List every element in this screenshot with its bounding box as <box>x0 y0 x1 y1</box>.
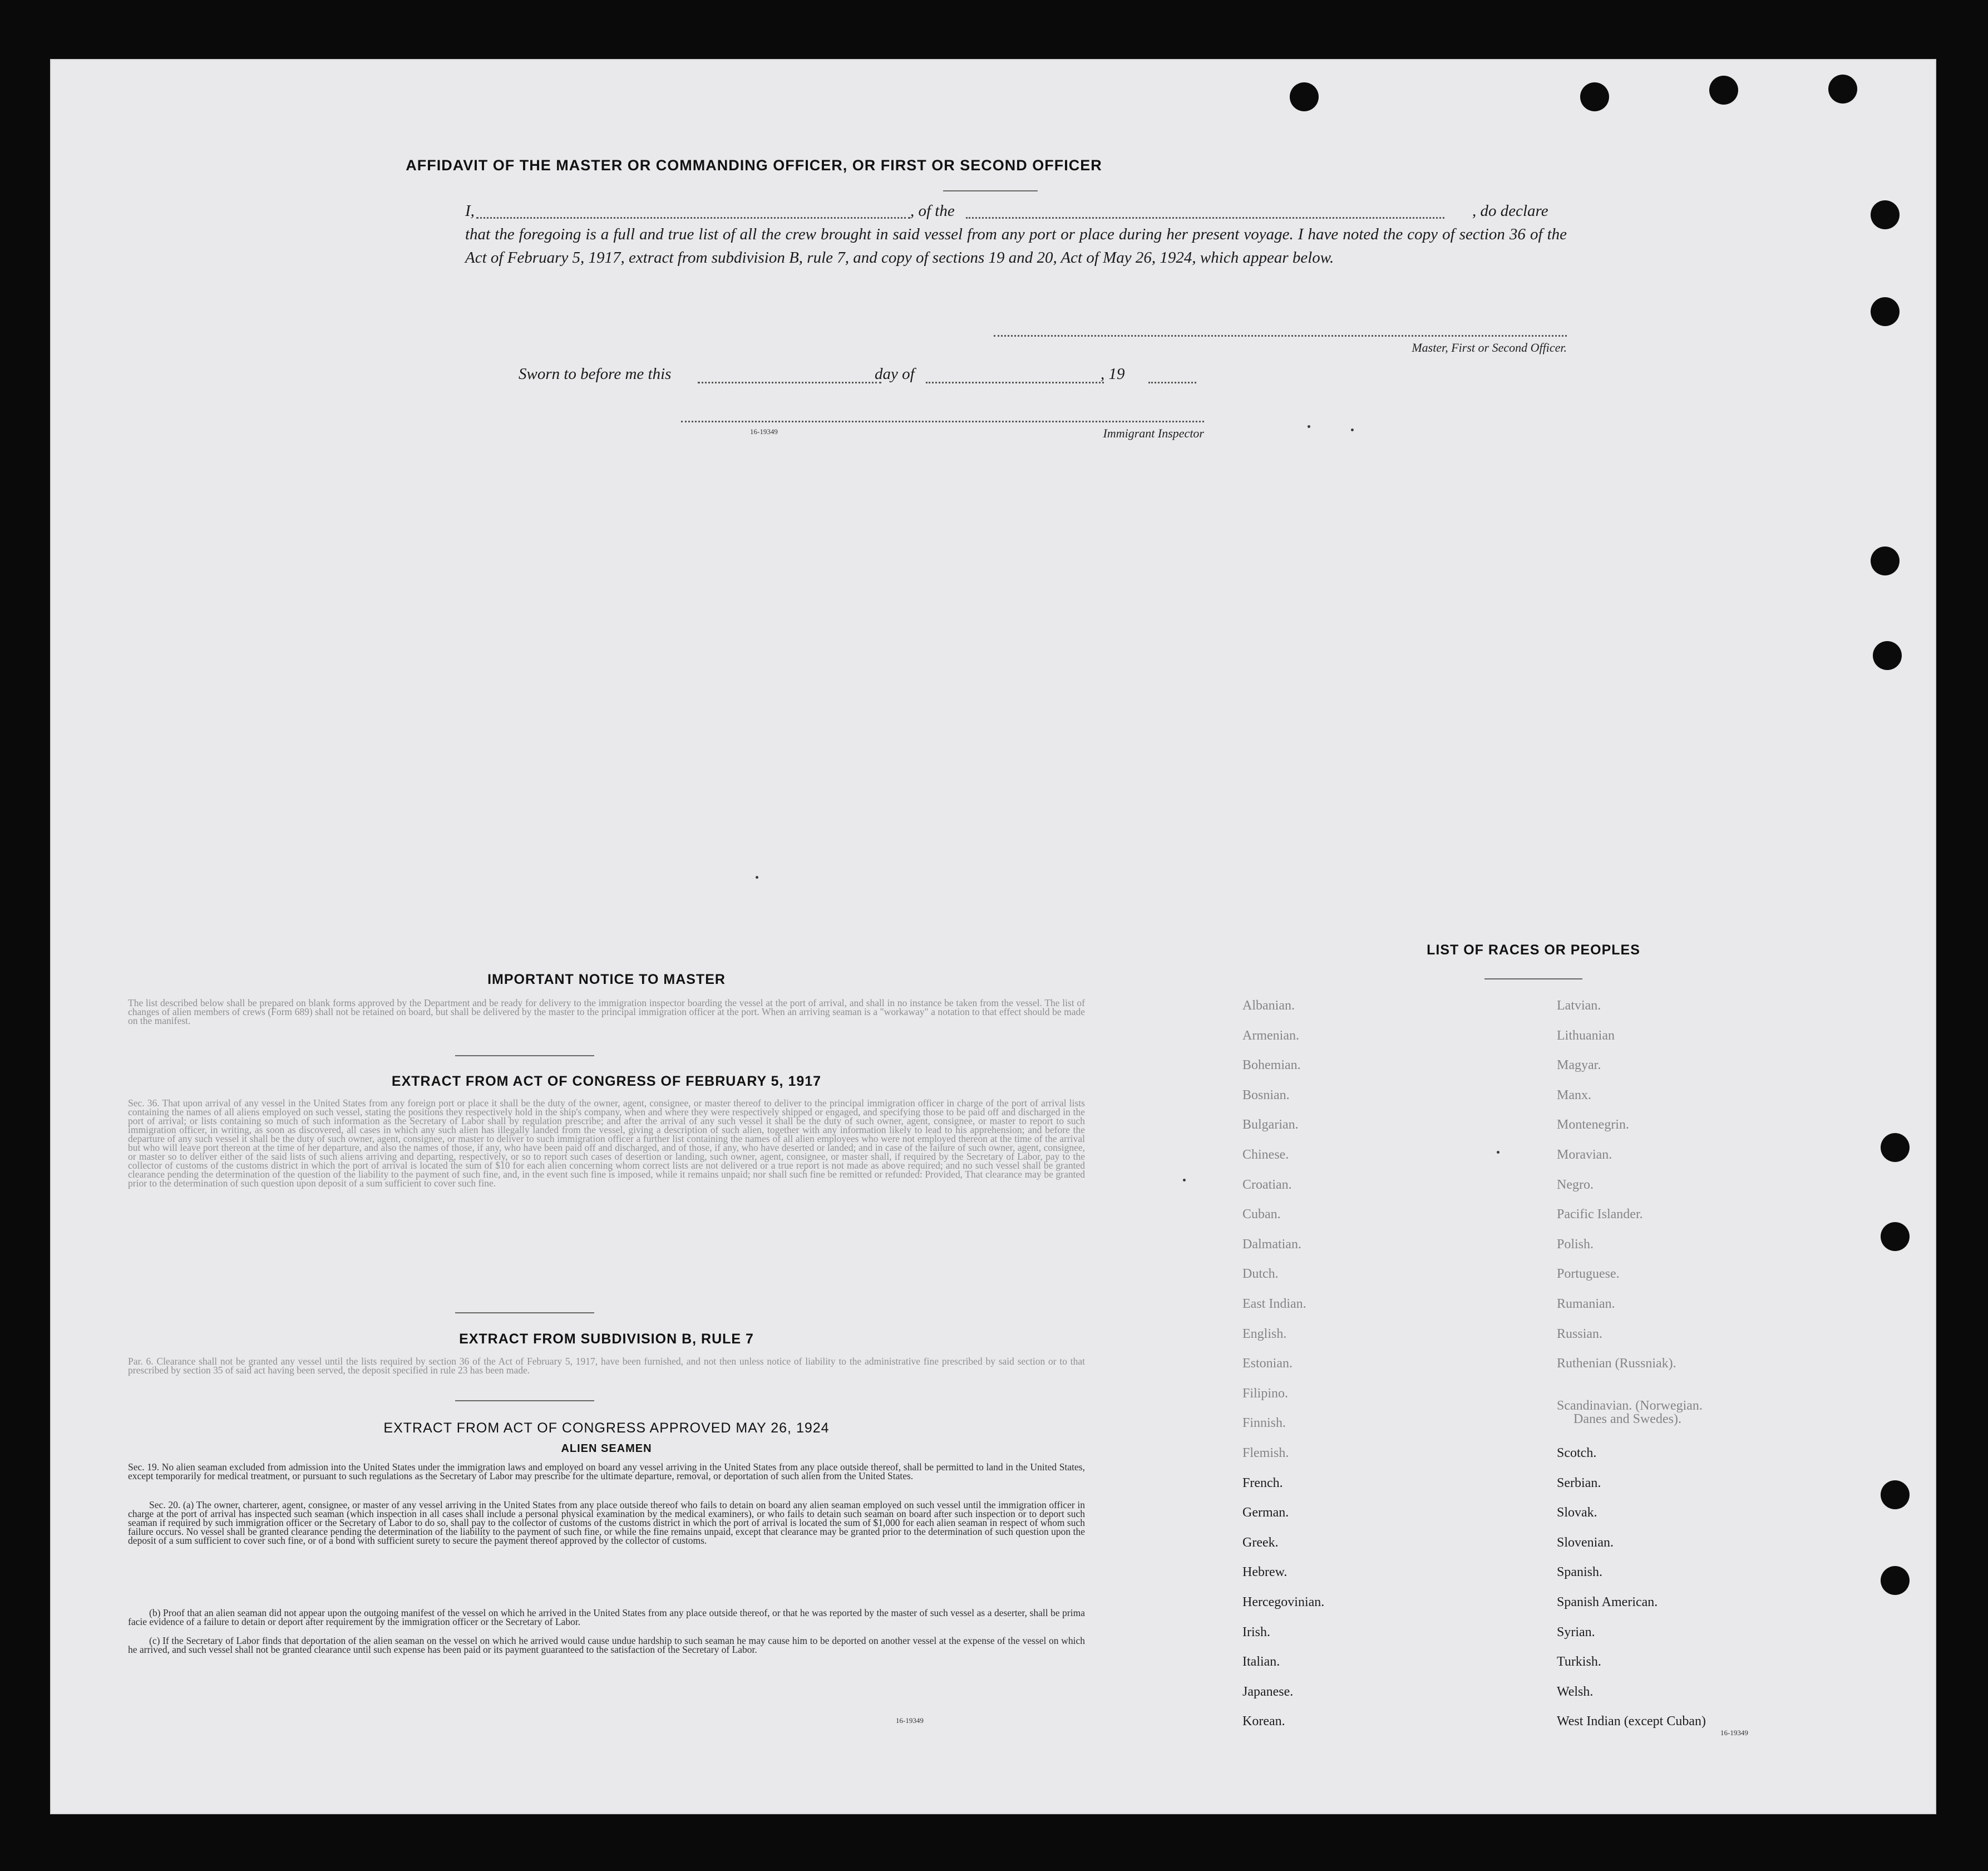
declarant-label: I, <box>465 202 475 220</box>
race-item: Slovak. <box>1557 1505 1597 1520</box>
race-item: Magyar. <box>1557 1058 1601 1072</box>
race-item: Cuban. <box>1242 1207 1281 1222</box>
punch-hole <box>1828 75 1857 104</box>
punch-hole <box>1871 297 1900 326</box>
sworn-year-field[interactable] <box>1148 382 1196 383</box>
race-item: Montenegrin. <box>1557 1117 1629 1132</box>
extract-1924-sec20a: Sec. 20. (a) The owner, charterer, agent, consignee, or master of any vessel arriving in the United States from any place outside thereof who fails to detain on board any alien seaman employed on such vessel until the immigration officer in charge at the port of arrival has inspected such seaman (which inspection in all cases shall include a personal physical examination by the medical examiners), or who fails to detain such seaman on board after such inspection or to deport such seaman if required by such immigration officer or the Secretary of Labor to do so, shall pay to the collector of customs of the customs district in which the port of arrival is located the sum of $1,000 for each alien seaman in respect of whom such failure occurs. No vessel shall be granted clearance pending the determination of the liability to the payment of such fine, or while the fine remains unpaid, except that clearance may be granted prior to the determination of such question upon the deposit of a sum sufficient to cover such fine, or of a bond with sufficient surety to secure the payment thereof approved by the collector of customs. <box>128 1499 1085 1546</box>
race-item: Welsh. <box>1557 1685 1594 1699</box>
speck <box>1497 1151 1499 1154</box>
speck <box>1308 425 1310 428</box>
race-item: Bosnian. <box>1242 1088 1290 1102</box>
race-item: Slovenian. <box>1557 1535 1614 1550</box>
race-item: Chinese. <box>1242 1148 1289 1162</box>
race-item: English. <box>1242 1327 1287 1341</box>
signature-caption: Master, First or Second Officer. <box>1412 341 1567 354</box>
section-divider <box>455 1055 594 1056</box>
extract-1917-body: Sec. 36. That upon arrival of any vessel in the United States from any foreign port or place it shall be the duty of the owner, agent, consignee, or master thereof to deliver to the principal immigration officer in charge of the port of arrival lists containing the names of all aliens employed on such vessel, stating the positions they respectively hold in the ship's company, when and where they were respectively shipped or engaged, and specifying those to be paid off and discharged in the port of arrival; or lists containing so much of such information as the Secretary of Labor shall by regulation prescribe; and after the arrival of any such vessel it shall be the duty of such owner, agent, consignee, or master to report to such immigration officer, in writing, as soon as discovered, all cases in which any such alien has illegally landed from the vessel, giving a description of such alien, together with any information likely to lead to his apprehension; and before the departure of any such vessel it shall be the duty of such owner, agent, consignee, or master to deliver to such immigration officer a further list containing the names of all alien employees who were not employed thereon at the time of the arrival but who will leave port thereon at the time of her departure, and also the names of those, if any, who have been paid off and discharged, and of those, if any, who have deserted or landed; and in case of the failure of such owner, agent, consignee, or master so to deliver either of the said lists of such aliens arriving and departing, respectively, or so to report such cases of desertion or landing, such owner, agent, consignee, or master shall, if required by the Secretary of Labor, pay to the collector of customs of the customs district in which the port of arrival is located the sum of $10 for each alien concerning whom correct lists are not delivered or a true report is not made as above required; and no such vessel shall be granted clearance pending the determination of the question of the liability to the payment of such fine, and, in the event such fine is imposed, while it remains unpaid; nor shall such fine be remitted or refunded: Provided, That clearance may be granted prior to the determination of such question upon deposit of a sum sufficient to cover such fine. <box>128 1097 1085 1189</box>
race-item: Dalmatian. <box>1242 1237 1301 1252</box>
race-item: East Indian. <box>1242 1297 1306 1311</box>
race-item: Polish. <box>1557 1237 1594 1252</box>
notice-body: The list described below shall be prepared on blank forms approved by the Department and be ready for delivery to the immigration inspector boarding the vessel at the port of arrival, and shall in no instance be taken from the vessel. The list of changes of alien members of crews (Form 689) shall not be retained on board, but shall be delivered by the master to the principal immigration officer at the port. When an arriving seaman is a "workaway" a notation to that effect should be made on the manifest. <box>128 997 1085 1026</box>
affidavit-paragraph <box>465 199 1567 269</box>
race-item: Armenian. <box>1242 1028 1299 1043</box>
sworn-month-field[interactable] <box>926 382 1104 383</box>
race-item: Pacific Islander. <box>1557 1207 1643 1222</box>
race-item: Japanese. <box>1242 1685 1294 1699</box>
punch-hole <box>1873 641 1902 670</box>
extract-1924-sec20c: (c) If the Secretary of Labor finds that deportation of the alien seaman on the vessel on which he arrived would cause undue hardship to such seaman he may cause him to be deported on another vessel at the expense of the vessel on which he arrived, and such vessel shall not be granted clearance until such expense has been paid or its payment guaranteed to the satisfaction of the Secretary of Labor. <box>128 1635 1085 1655</box>
inspector-signature-field[interactable] <box>681 421 1204 422</box>
race-item: Korean. <box>1242 1714 1285 1729</box>
sworn-day-field[interactable] <box>698 382 881 383</box>
race-item: Bohemian. <box>1242 1058 1301 1072</box>
race-item: Rumanian. <box>1557 1297 1615 1311</box>
section-divider <box>455 1312 594 1313</box>
affidavit-body: that the foregoing is a full and true list of all the crew brought in said vessel from any port or place during her present voyage. I have noted the copy of section 36 of the Act of February 5, 1917, extract from subdivision B, rule 7, and copy of sections 19 and 20, Act of May 26, 1924, which appear below. <box>465 225 1567 267</box>
document-page <box>50 59 1936 1814</box>
extract-1917-title: EXTRACT FROM ACT OF CONGRESS OF FEBRUARY 5, 1917 <box>391 1074 822 1089</box>
speck <box>1183 1179 1186 1181</box>
race-item: Irish. <box>1242 1625 1270 1639</box>
master-signature-field[interactable] <box>994 335 1567 337</box>
race-item: Danes and Swedes). <box>1573 1412 1681 1426</box>
race-item: Lithuanian <box>1557 1028 1615 1043</box>
race-item: Croatian. <box>1242 1178 1292 1192</box>
extract-1924-sec20b: (b) Proof that an alien seaman did not appear upon the outgoing manifest of the vessel on which he arrived in the United States from any place outside thereof, or that he was reported by the master of such vessel as a deserter, shall be prima facie evidence of a failure to detain or deport after requirement by the immigration officer or the Secretary of Labor. <box>128 1607 1085 1627</box>
race-item: Portuguese. <box>1557 1267 1620 1281</box>
form-number: 16-19349 <box>1720 1729 1748 1737</box>
race-item: Greek. <box>1242 1535 1279 1550</box>
race-item: Russian. <box>1557 1327 1603 1341</box>
speck <box>756 876 758 879</box>
race-item: Spanish. <box>1557 1565 1603 1579</box>
title-underline <box>1484 978 1582 979</box>
declare-label: , do declare <box>1472 202 1548 220</box>
sworn-year-label: , 19 <box>1101 365 1125 383</box>
race-item: Italian. <box>1242 1655 1280 1669</box>
race-item: Syrian. <box>1557 1625 1595 1639</box>
punch-hole <box>1881 1566 1910 1595</box>
punch-hole <box>1881 1222 1910 1251</box>
race-item: French. <box>1242 1476 1283 1490</box>
punch-hole <box>1881 1480 1910 1509</box>
race-item: Scotch. <box>1557 1446 1597 1460</box>
race-item: Scandinavian. (Norwegian. <box>1557 1399 1703 1413</box>
race-item: Spanish American. <box>1557 1595 1658 1609</box>
affidavit-title: AFFIDAVIT OF THE MASTER OR COMMANDING OFFICER, OR FIRST OR SECOND OFFICER <box>406 157 1102 174</box>
vessel-label: , of the <box>910 202 955 220</box>
inspector-caption: Immigrant Inspector <box>1103 426 1204 440</box>
race-item: Ruthenian (Russniak). <box>1557 1356 1676 1371</box>
punch-hole <box>1871 546 1900 575</box>
race-item: Albanian. <box>1242 998 1295 1013</box>
race-item: German. <box>1242 1505 1289 1520</box>
punch-hole <box>1709 76 1738 105</box>
extract-rule7-body: Par. 6. Clearance shall not be granted any vessel until the lists required by section 36 of the Act of February 5, 1917, have been furnished, and not then unless notice of liability to the administrative fine prescribed by said section or to that prescribed by section 35 of said act having been served, the deposit specified in rule 23 has been made. <box>128 1356 1085 1376</box>
notice-title: IMPORTANT NOTICE TO MASTER <box>487 972 726 987</box>
extract-1924-sec19: Sec. 19. No alien seaman excluded from admission into the United States under the immigration laws and employed on board any vessel arriving in the United States from any place outside thereof, shall be permitted to land in the United States, except temporarily for medical treatment, or pursuant to such regulations as the Secretary of Labor may prescribe for the ultimate departure, removal, or deportation of such alien from the United States. <box>128 1461 1085 1481</box>
punch-hole <box>1290 82 1319 111</box>
race-item: Filipino. <box>1242 1386 1289 1401</box>
punch-hole <box>1881 1133 1910 1162</box>
race-item: Turkish. <box>1557 1655 1601 1669</box>
vessel-name-field[interactable] <box>966 217 1444 219</box>
race-item: Latvian. <box>1557 998 1601 1013</box>
title-underline <box>943 190 1038 191</box>
extract-rule7-title: EXTRACT FROM SUBDIVISION B, RULE 7 <box>459 1331 754 1347</box>
race-item: Finnish. <box>1242 1416 1286 1430</box>
punch-hole <box>1580 82 1609 111</box>
race-item: Serbian. <box>1557 1476 1601 1490</box>
race-item: Dutch. <box>1242 1267 1279 1281</box>
extract-1924-title: EXTRACT FROM ACT OF CONGRESS APPROVED MAY 26, 1924 <box>383 1420 830 1436</box>
declarant-name-field[interactable] <box>476 217 910 219</box>
extract-1924-subtitle: ALIEN SEAMEN <box>561 1442 652 1455</box>
form-number: 16-19349 <box>896 1716 924 1725</box>
race-item: Negro. <box>1557 1178 1594 1192</box>
race-item: Hebrew. <box>1242 1565 1287 1579</box>
affidavit-first-line <box>465 199 1567 223</box>
race-item: Flemish. <box>1242 1446 1289 1460</box>
sworn-day-of: day of <box>875 365 915 383</box>
speck <box>1351 429 1354 431</box>
races-title: LIST OF RACES OR PEOPLES <box>1427 942 1640 958</box>
section-divider <box>455 1400 594 1401</box>
race-item: Moravian. <box>1557 1148 1612 1162</box>
race-item: Estonian. <box>1242 1356 1293 1371</box>
race-item: Hercegovinian. <box>1242 1595 1325 1609</box>
race-item: West Indian (except Cuban) <box>1557 1714 1706 1729</box>
sworn-prefix: Sworn to before me this <box>519 365 672 383</box>
punch-hole <box>1871 200 1900 229</box>
race-item: Manx. <box>1557 1088 1591 1102</box>
form-number: 16-19349 <box>750 427 778 436</box>
race-item: Bulgarian. <box>1242 1117 1299 1132</box>
